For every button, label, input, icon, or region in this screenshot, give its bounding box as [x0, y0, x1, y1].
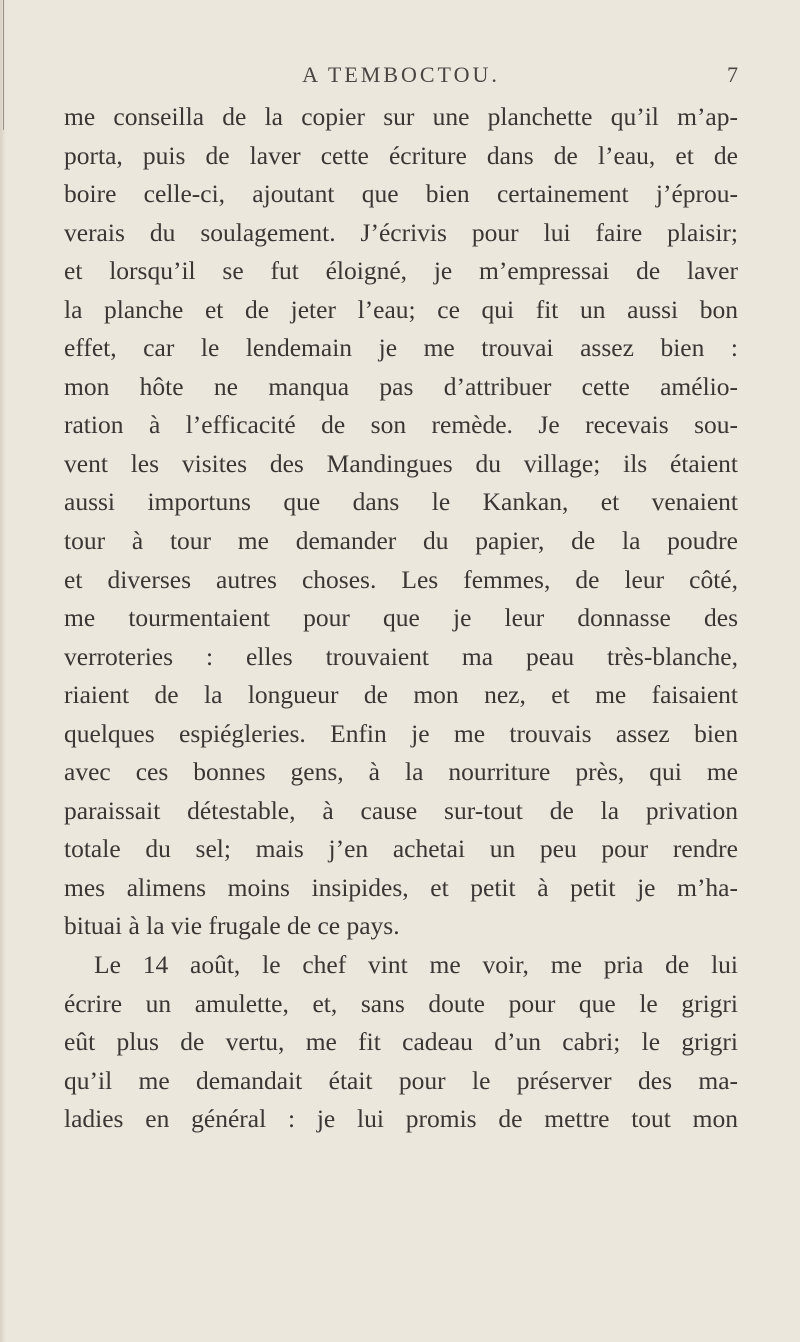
text-line: quelques espiégleries. Enfin je me trouvais assez bien [64, 718, 738, 748]
text-line: me tourmentaient pour que je leur donnasse des [64, 603, 738, 633]
book-page [64, 62, 738, 1139]
text-line: aussi importuns que dans le Kankan, et venaient [64, 487, 738, 517]
gutter-line [3, 0, 4, 130]
text-line: qu’il me demandait était pour le préserver des ma- [64, 1065, 738, 1095]
text-line: ration à l’efficacité de son remède. Je recevais sou- [64, 410, 738, 440]
text-line: verais du soulagement. J’écrivis pour lui faire plaisir; [64, 217, 738, 247]
text-line: totale du sel; mais j’en achetai un peu pour rendre [64, 834, 738, 864]
text-line: eût plus de vertu, me fit cadeau d’un cabri; le grigri [64, 1027, 738, 1057]
text-line: paraissait détestable, à cause sur-tout de la privation [64, 795, 738, 825]
text-line: écrire un amulette, et, sans doute pour que le grigri [64, 988, 738, 1018]
text-line: et diverses autres choses. Les femmes, de leur côté, [64, 564, 738, 594]
paragraph-end-line: bituai à la vie frugale de ce pays. [64, 911, 400, 941]
running-title: A TEMBOCTOU. [302, 62, 500, 87]
text-line: vent les visites des Mandingues du village; ils étaient [64, 448, 738, 478]
page-number: 7 [727, 62, 738, 87]
text-line: avec ces bonnes gens, à la nourriture près, qui me [64, 757, 738, 787]
text-line: et lorsqu’il se fut éloigné, je m’empressai de laver [64, 256, 738, 286]
text-line: tour à tour me demander du papier, de la poudre [64, 526, 738, 556]
text-line: la planche et de jeter l’eau; ce qui fit un aussi bon [64, 294, 738, 324]
text-line: me conseilla de la copier sur une planchette qu’il m’ap- [64, 102, 738, 131]
text-line: mes alimens moins insipides, et petit à petit je m’ha- [64, 872, 738, 902]
paragraph-start-line: Le 14 août, le chef vint me voir, me pria de lui [94, 950, 738, 980]
book-gutter [0, 0, 6, 1342]
body-text [64, 98, 738, 1139]
text-line: riaient de la longueur de mon nez, et me faisaient [64, 680, 738, 710]
text-line: effet, car le lendemain je me trouvai assez bien : [64, 333, 738, 363]
text-line: mon hôte ne manqua pas d’attribuer cette amélio- [64, 371, 738, 401]
text-line: porta, puis de laver cette écriture dans de l’eau, et de [64, 140, 738, 170]
text-line: boire celle-ci, ajoutant que bien certainement j’éprou- [64, 179, 738, 209]
text-line: verroteries : elles trouvaient ma peau très-blanche, [64, 641, 738, 671]
running-head [64, 62, 738, 98]
text-line: ladies en général : je lui promis de mettre tout mon [64, 1104, 738, 1134]
